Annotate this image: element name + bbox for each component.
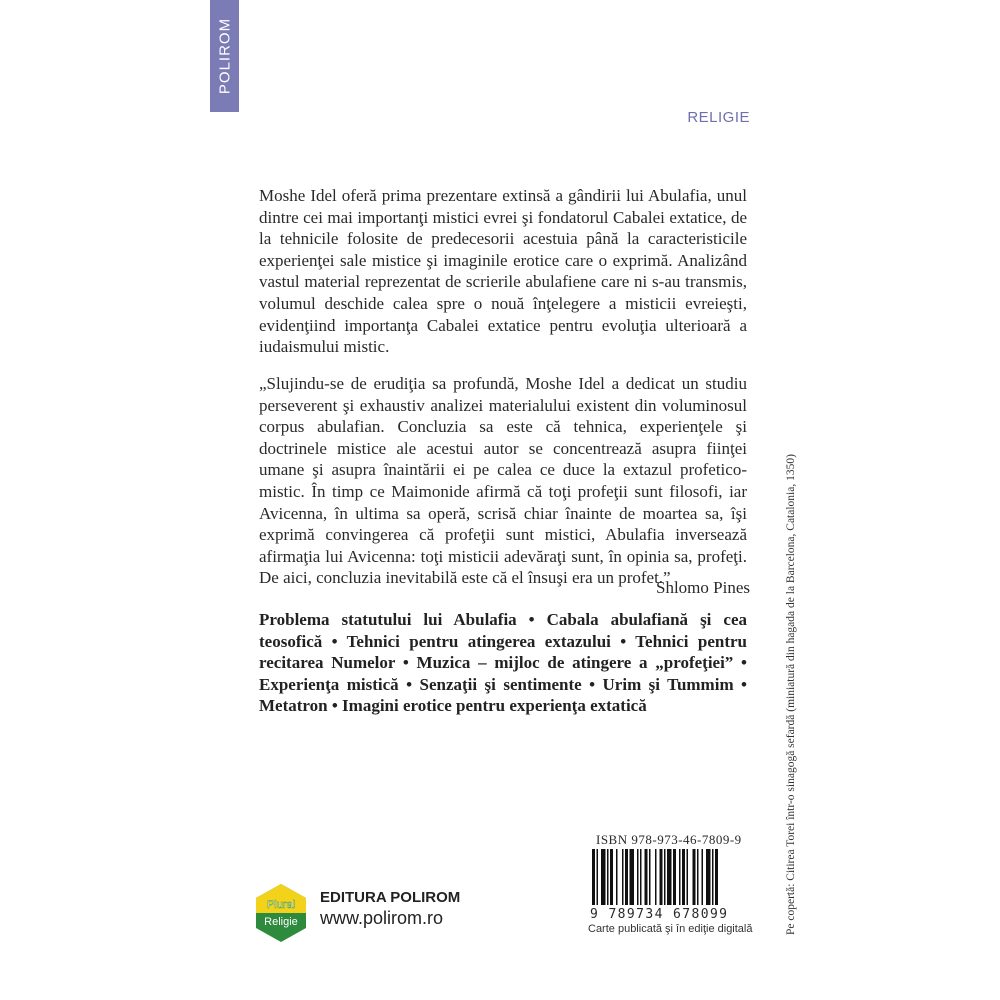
barcode-bar xyxy=(630,849,635,905)
quote-paragraph: „Slujindu-se de erudiţia sa profundă, Moshe Idel a dedicat un studiu perseverent şi exhaustiv analizei materialului existent din voluminosul corpus abulafian. Concluzia sa este că tehnica, experienţele şi doctrinele mistice ale acestui autor se concentrează asupra fiinţei umane şi asupra înaintării ei pe calea ce duce la extazul profetico-mistic. În timp ce Maimonide afirmă că toţi profeţii sunt filosofi, iar Avicenna, în ultima sa operă, scrisă chiar înainte de moartea sa, îşi exprimă convingerea că profeţii sunt mistici, Abulafia inversează afirmaţia lui Avicenna: toţi misticii adevăraţi sunt, în opinia sa, profeţi. De aici, concluzia inevitabilă este că el însuşi era un profet.” xyxy=(259,374,747,588)
isbn-label: ISBN 978-973-46-7809-9 xyxy=(596,832,742,847)
barcode-bar xyxy=(592,849,595,905)
publisher-name: EDITURA POLIROM xyxy=(320,889,461,906)
barcode-bar xyxy=(616,849,618,905)
cover-credit: Pe copertă: Citirea Torei într-o sinagogă sefardă (miniatură din hagada de la Barcelona, Catalonia, 1350) xyxy=(785,454,797,935)
barcode-bar xyxy=(649,849,651,905)
barcode-bar xyxy=(655,849,657,905)
topics-list: Problema statutului lui Abulafia • Cabala abulafiană şi cea teosofică • Tehnici pentru atingerea extazului • Tehnici pentru recitarea Numelor • Muzica – mijloc de atingere a „profeţiei” • Experienţa mistică • Senzaţii şi sentimente • Urim şi Tummim • Metatron • Imagini erotice pentru experienţa extatică xyxy=(259,610,747,716)
digital-edition-note: Carte publicată şi în ediţie digitală xyxy=(588,923,753,935)
publisher-url: www.polirom.ro xyxy=(320,908,444,928)
logo-text-religie: Religie xyxy=(264,916,298,928)
barcode xyxy=(590,849,752,905)
barcode-bar xyxy=(697,849,699,905)
barcode-bar xyxy=(679,849,681,905)
logo-text-plural: Plural xyxy=(266,899,296,911)
barcode-bar xyxy=(660,849,663,905)
plural-religie-logo xyxy=(254,883,308,943)
barcode-bar xyxy=(702,849,704,905)
barcode-bar xyxy=(625,849,628,905)
barcode-bar xyxy=(712,849,714,905)
barcode-bar xyxy=(706,849,711,905)
barcode-bar xyxy=(645,849,648,905)
barcode-bar xyxy=(640,849,642,905)
barcode-bar xyxy=(693,849,696,905)
barcode-bar xyxy=(610,849,613,905)
barcode-bar xyxy=(682,849,685,905)
barcode-bar xyxy=(622,849,624,905)
barcode-bar xyxy=(607,849,609,905)
blurb-paragraph: Moshe Idel oferă prima prezentare extinsă a gândirii lui Abulafia, unul dintre cei mai importanţi mistici evrei şi fondatorul Cabalei extatice, de la tehnicile folosite de predecesorii acestuia până la caracteristicile experienţei sale mistice şi imaginile erotice care o exprimă. Analizând vastul material reprezentat de scrierile abulafiene care ni s-au transmis, volumul deschide calea spre o nouă înţelegere a misticii evreieşti, evidenţiind importanţa Cabalei extatice pentru evoluţia ulterioară a iudaismului mistic. xyxy=(259,186,747,357)
spine-tab xyxy=(210,0,239,112)
barcode-digits: 9 789734 678099 xyxy=(590,907,729,922)
barcode-bar xyxy=(687,849,689,905)
spine-label: POLIROM xyxy=(216,17,233,95)
barcode-bar xyxy=(667,849,672,905)
category-label: RELIGIE xyxy=(687,109,750,126)
barcode-bar xyxy=(597,849,599,905)
barcode-bar xyxy=(673,849,676,905)
barcode-bar xyxy=(601,849,606,905)
barcode-bar xyxy=(715,849,718,905)
quote-author: Shlomo Pines xyxy=(656,578,750,597)
barcode-bar xyxy=(664,849,666,905)
barcode-bar xyxy=(637,849,639,905)
